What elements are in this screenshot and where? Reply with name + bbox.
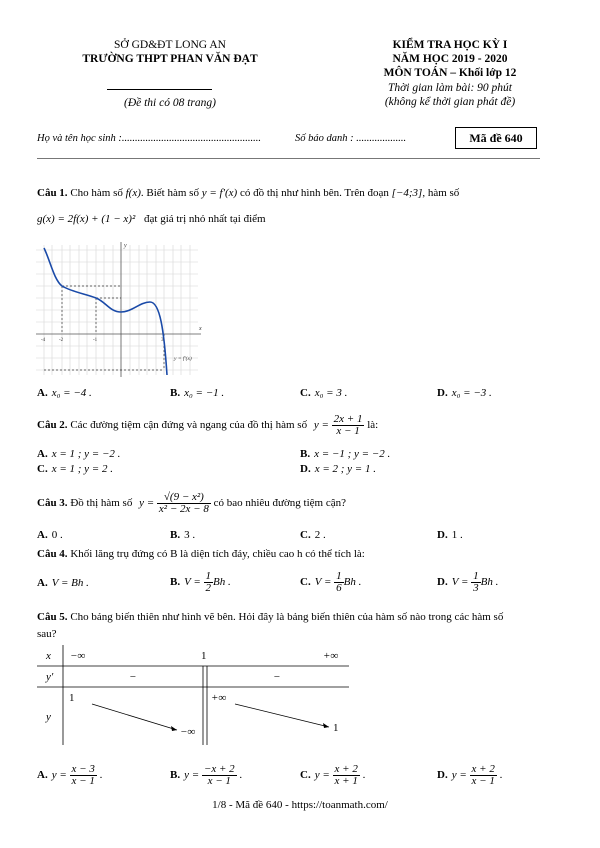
q5-option-c[interactable]: C. y = $\frac{x + 2}{x + 1}$ . bbox=[300, 763, 366, 787]
question-5 bbox=[37, 611, 547, 623]
q4-option-b[interactable]: B. V = $\frac{1}{2}$ Bh . bbox=[170, 570, 231, 594]
q2-option-b[interactable]: B. x = −1 ; y = −2 . bbox=[300, 448, 391, 460]
vt-arrowhead-left bbox=[171, 726, 177, 731]
question-1-line2 bbox=[37, 213, 266, 225]
question-2 bbox=[37, 414, 378, 437]
q4-option-d[interactable]: D. V = $\frac{1}{3}$ Bh . bbox=[437, 570, 499, 594]
svg-text:-4: -4 bbox=[41, 338, 46, 343]
q2-option-c[interactable]: C. x = 1 ; y = 2 . bbox=[37, 463, 113, 475]
question-4 bbox=[37, 548, 365, 560]
q5-option-a[interactable]: A. y = $\frac{x - 3}{x - 1}$ . bbox=[37, 763, 103, 787]
question-3 bbox=[37, 492, 346, 515]
q3-end: có bao nhiêu đường tiệm cận? bbox=[213, 497, 347, 510]
vt-x-minus-inf: −∞ bbox=[70, 650, 86, 662]
q5-variation-table bbox=[37, 645, 349, 745]
q2-end: là: bbox=[367, 419, 379, 432]
q4-option-a[interactable]: A. V = Bh . bbox=[37, 577, 89, 589]
q5-option-d[interactable]: D. y = $\frac{x + 2}{x - 1}$ . bbox=[437, 763, 503, 787]
vt-arrow-right bbox=[235, 704, 329, 727]
graph-x-label: x bbox=[199, 326, 202, 332]
q5-option-b[interactable]: B. y = $\frac{-x + 2}{x - 1}$ . bbox=[170, 763, 243, 787]
question-1-label: Câu 1. bbox=[37, 187, 68, 199]
q1-option-c[interactable]: C. x₀ = 3 . bbox=[300, 387, 348, 399]
q1-derivative-graph bbox=[36, 240, 206, 378]
vt-y-end: 1 bbox=[333, 722, 339, 734]
q1-math-f: f(x) bbox=[125, 187, 141, 199]
svg-text:3: 3 bbox=[161, 338, 164, 343]
vt-x-plus-inf: +∞ bbox=[323, 650, 339, 662]
q3-fraction: $\frac{\text{√(9 − x²)}}{\text{x² − 2x − 8}}$ bbox=[158, 491, 209, 515]
q1-text-4: , hàm số bbox=[422, 187, 460, 199]
question-3-label: Câu 3. bbox=[37, 497, 68, 510]
q5-text-2: sau? bbox=[37, 628, 57, 640]
q2-option-d[interactable]: D. x = 2 ; y = 1 . bbox=[300, 463, 376, 475]
q3-option-d[interactable]: D. 1 . bbox=[437, 529, 463, 541]
q4-text: Khối lăng trụ đứng có B là diện tích đáy, chiều cao h có thể tích là: bbox=[70, 548, 365, 560]
graph-tick-labels bbox=[41, 338, 164, 343]
q4-option-c[interactable]: C. V = $\frac{1}{6}$ Bh . bbox=[300, 570, 362, 594]
q1-option-a[interactable]: A. x₀ = −4 . bbox=[37, 387, 92, 399]
graph-function-label: y = f′(x) bbox=[174, 356, 192, 362]
q3-option-c[interactable]: C. 2 . bbox=[300, 529, 326, 541]
vt-sign-left: − bbox=[129, 671, 137, 683]
time-note: (không kể thời gian phát đề) bbox=[384, 96, 516, 108]
vt-x-one: 1 bbox=[201, 650, 207, 662]
q1-text-2: . Biết hàm số bbox=[140, 187, 199, 199]
q3-y: y = bbox=[139, 497, 155, 510]
school-name: TRƯỜNG THPT PHAN VĂN ĐẠT bbox=[82, 53, 258, 65]
q2-option-a[interactable]: A. x = 1 ; y = −2 . bbox=[37, 448, 121, 460]
q2-y: y = bbox=[313, 419, 329, 432]
student-id-field: Số báo danh : ................... bbox=[295, 133, 407, 144]
svg-text:-2: -2 bbox=[59, 338, 64, 343]
school-department: SỞ GD&ĐT LONG AN bbox=[114, 39, 226, 51]
q5-text-1: Cho bảng biến thiên như hình vẽ bên. Hỏi đây là bảng biến thiên của hàm số nào trong các hàm số bbox=[70, 611, 504, 623]
vt-y-minus-inf: −∞ bbox=[180, 726, 196, 738]
question-1-line1 bbox=[37, 187, 459, 199]
vt-arrowhead-right bbox=[323, 723, 329, 728]
q1-text-5: đạt giá trị nhỏ nhất tại điểm bbox=[144, 213, 266, 225]
section-divider bbox=[37, 158, 540, 159]
q2-fraction: $\frac{2x + 1}{x - 1}$ bbox=[333, 413, 363, 437]
vt-y-label: y bbox=[46, 711, 51, 723]
graph-y-label: y bbox=[124, 243, 127, 249]
vt-x-label: x bbox=[46, 650, 51, 662]
exam-title: KIỂM TRA HỌC KỲ I bbox=[392, 39, 508, 51]
vt-sign-right: − bbox=[273, 671, 281, 683]
q1-math-g: g(x) = 2f(x) + (1 − x)² bbox=[37, 213, 136, 225]
vt-y-start: 1 bbox=[69, 692, 75, 704]
subject: MÔN TOÁN – Khối lớp 12 bbox=[383, 67, 517, 79]
page-count-note: (Đề thi có 08 trang) bbox=[124, 97, 216, 109]
q3-option-a[interactable]: A. 0 . bbox=[37, 529, 63, 541]
q1-math-interval: [−4;3] bbox=[391, 187, 423, 199]
q1-text-1: Cho hàm số bbox=[70, 187, 123, 199]
q1-option-d[interactable]: D. x₀ = −3 . bbox=[437, 387, 492, 399]
q3-option-b[interactable]: B. 3 . bbox=[170, 529, 196, 541]
q2-text: Các đường tiệm cận đứng và ngang của đồ thị hàm số bbox=[70, 419, 308, 432]
vt-y-plus-inf: +∞ bbox=[211, 692, 227, 704]
school-year: NĂM HỌC 2019 - 2020 bbox=[392, 53, 508, 65]
graph-curve bbox=[44, 248, 167, 375]
q1-math-fprime: y = f′(x) bbox=[201, 187, 238, 199]
q1-text-3: có đồ thị như hình bên. Trên đoạn bbox=[239, 187, 389, 199]
exam-code-box: Mã đề 640 bbox=[455, 127, 537, 149]
time-limit: Thời gian làm bài: 90 phút bbox=[387, 82, 513, 94]
question-4-label: Câu 4. bbox=[37, 548, 68, 560]
vt-arrow-left bbox=[92, 704, 177, 730]
q3-text: Đồ thị hàm số bbox=[70, 497, 133, 510]
question-5-label: Câu 5. bbox=[37, 611, 68, 623]
student-name-field: Họ và tên học sinh :..................................................... bbox=[37, 133, 261, 144]
q1-option-b[interactable]: B. x₀ = −1 . bbox=[170, 387, 225, 399]
vt-yprime-label: y′ bbox=[46, 671, 54, 683]
svg-text:-1: -1 bbox=[93, 338, 98, 343]
page-footer: 1/8 - Mã đề 640 - https://toanmath.com/ bbox=[212, 799, 388, 811]
header-divider bbox=[107, 89, 212, 90]
question-2-label: Câu 2. bbox=[37, 419, 68, 432]
